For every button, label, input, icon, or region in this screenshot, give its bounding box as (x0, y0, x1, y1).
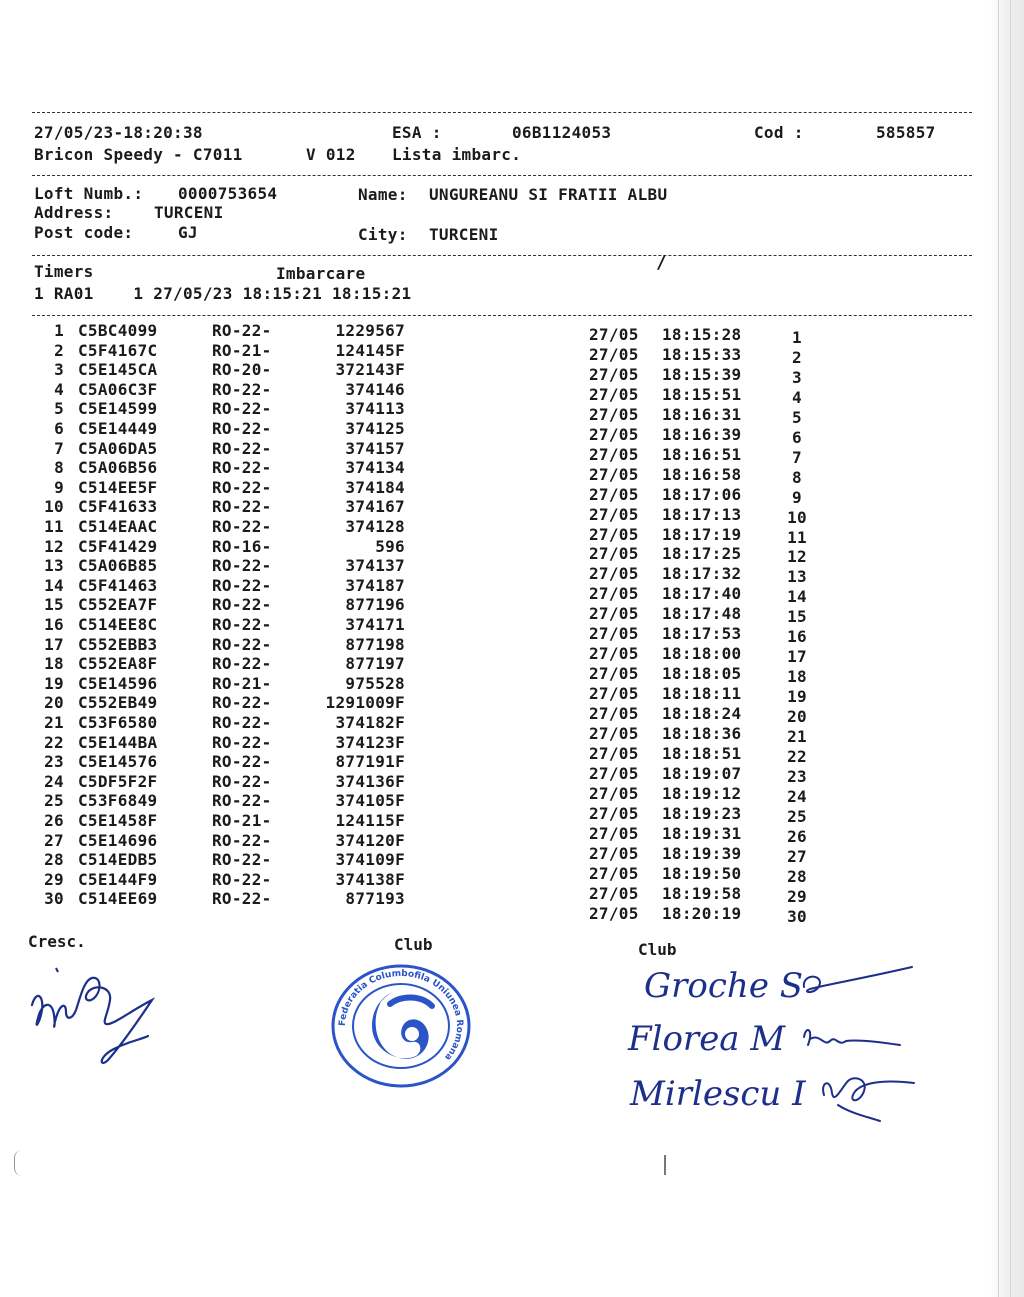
table-row (0, 340, 1024, 367)
arrival-time: 18:19:50 (662, 863, 742, 883)
row-index: 27 (44, 830, 64, 850)
arrival-position: 27 (787, 846, 807, 866)
arrival-time: 18:16:39 (662, 424, 742, 444)
arrival-position: 11 (787, 527, 807, 547)
arrival-position: 25 (787, 806, 807, 826)
loft-number-value: 0000753654 (178, 184, 278, 203)
arrival-date: 27/05 (589, 424, 639, 444)
ring-number: 596 (375, 536, 405, 556)
arrival-position: 3 (792, 367, 802, 387)
table-row (0, 360, 1024, 387)
arrival-position: 14 (787, 587, 807, 607)
table-row (0, 886, 1024, 926)
arrival-time: 18:15:51 (662, 384, 742, 404)
address-value: TURCENI (154, 203, 224, 222)
arrival-date: 27/05 (589, 664, 639, 684)
signer-1-name: Groche S (644, 966, 804, 1006)
ring-prefix: RO-22- (212, 497, 272, 517)
chip-id: C5E14576 (78, 752, 158, 772)
ring-prefix: RO-22- (212, 438, 272, 458)
chip-id: C5E14449 (78, 419, 158, 438)
chip-id: C552EA8F (78, 654, 158, 674)
chip-id: C5F4167C (78, 340, 158, 360)
arrival-position: 16 (787, 627, 807, 647)
chip-id: C5E145CA (78, 360, 158, 380)
arrival-position: 19 (787, 687, 807, 707)
ring-prefix: RO-22- (212, 615, 272, 634)
chip-id: C514EDB5 (78, 850, 158, 870)
ring-number: 374137 (345, 556, 405, 576)
ring-prefix: RO-21- (212, 811, 272, 830)
chip-id: C514EE8C (78, 615, 158, 634)
cresc-label: Cresc. (28, 932, 86, 951)
arrival-time: 18:15:28 (662, 325, 742, 344)
arrival-date: 27/05 (589, 524, 639, 544)
city-value: TURCENI (429, 225, 499, 244)
row-index: 22 (44, 732, 64, 752)
club-signatures (624, 955, 924, 1130)
arrival-date: 27/05 (589, 763, 639, 783)
arrival-date: 27/05 (589, 783, 639, 803)
ring-number: 374187 (345, 575, 405, 595)
ring-number: 374128 (345, 517, 405, 536)
device-version: V 012 (306, 145, 356, 164)
chip-id: C514EE69 (78, 889, 158, 909)
ring-prefix: RO-22- (212, 595, 272, 615)
ring-prefix: RO-22- (212, 458, 272, 478)
ring-prefix: RO-22- (212, 634, 272, 654)
chip-id: C552EBB3 (78, 634, 158, 654)
imbarcare-label: Imbarcare (276, 264, 366, 283)
arrival-time: 18:19:07 (662, 763, 742, 783)
arrival-date: 27/05 (589, 344, 639, 364)
ring-prefix: RO-22- (212, 575, 272, 595)
ring-prefix: RO-22- (212, 654, 272, 674)
chip-id: C5E144F9 (78, 869, 158, 889)
arrival-position: 1 (792, 328, 802, 347)
arrival-position: 26 (787, 826, 807, 846)
arrival-position: 9 (792, 487, 802, 507)
arrival-time: 18:18:51 (662, 743, 742, 763)
chip-id: C5A06B56 (78, 458, 158, 478)
row-index: 20 (44, 693, 64, 713)
arrival-time: 18:20:19 (662, 903, 742, 923)
signer-2-name: Florea M (628, 1019, 786, 1059)
postcode-value: GJ (178, 223, 198, 242)
chip-id: C552EB49 (78, 693, 158, 713)
arrival-position: 4 (792, 387, 802, 407)
row-index: 7 (54, 438, 64, 458)
arrival-date: 27/05 (589, 444, 639, 464)
cod-label: Cod : (754, 123, 804, 142)
ring-prefix: RO-22- (212, 477, 272, 497)
arrival-position: 7 (792, 447, 802, 467)
arrival-position: 13 (787, 567, 807, 587)
ring-prefix: RO-22- (212, 419, 272, 438)
ring-number: 877196 (345, 595, 405, 615)
ring-number: 877191F (335, 752, 405, 772)
chip-id: C5F41429 (78, 536, 158, 556)
ring-prefix: RO-22- (212, 713, 272, 732)
arrival-position: 2 (792, 347, 802, 367)
row-index: 26 (44, 811, 64, 830)
arrival-time: 18:19:58 (662, 883, 742, 903)
timers-label: Timers (34, 262, 94, 281)
ring-number: 374167 (345, 497, 405, 517)
loft-name-value: UNGUREANU SI FRATII ALBU (429, 185, 668, 204)
row-index: 10 (44, 497, 64, 517)
arrival-time: 18:18:11 (662, 684, 742, 704)
chip-id: C5F41633 (78, 497, 158, 517)
ring-number: 374138F (335, 869, 405, 889)
row-index: 12 (44, 536, 64, 556)
ring-prefix: RO-21- (212, 340, 272, 360)
arrival-position: 23 (787, 766, 807, 786)
arrival-time: 18:16:31 (662, 404, 742, 424)
row-index: 5 (54, 399, 64, 419)
chip-id: C5A06DA5 (78, 438, 158, 458)
row-index: 19 (44, 673, 64, 693)
row-index: 14 (44, 575, 64, 595)
row-index: 4 (54, 379, 64, 399)
arrival-position: 6 (792, 427, 802, 447)
arrival-position: 5 (792, 407, 802, 427)
chip-id: C5BC4099 (78, 321, 158, 340)
arrival-time: 18:17:19 (662, 524, 742, 544)
chip-id: C5E14696 (78, 830, 158, 850)
ring-prefix: RO-22- (212, 379, 272, 399)
row-index: 23 (44, 752, 64, 772)
chip-id: C53F6580 (78, 713, 158, 732)
row-index: 30 (44, 889, 64, 909)
chip-id: C5E14596 (78, 673, 158, 693)
arrival-time: 18:18:05 (662, 664, 742, 684)
list-title: Lista imbarc. (392, 145, 522, 164)
arrival-date: 27/05 (589, 364, 639, 384)
row-index: 25 (44, 791, 64, 811)
arrival-position: 29 (787, 886, 807, 906)
arrival-position: 17 (787, 647, 807, 667)
row-index: 28 (44, 850, 64, 870)
arrival-date: 27/05 (589, 803, 639, 823)
esa-label: ESA : (392, 123, 442, 142)
cod-value: 585857 (876, 123, 936, 142)
row-index: 15 (44, 595, 64, 615)
row-index: 16 (44, 615, 64, 634)
ring-number: 374123F (335, 732, 405, 752)
table-row (0, 438, 1024, 467)
ring-number: 374134 (345, 458, 405, 478)
arrival-date: 27/05 (589, 544, 639, 564)
arrival-date: 27/05 (589, 704, 639, 724)
ring-prefix: RO-22- (212, 869, 272, 889)
arrival-position: 18 (787, 667, 807, 687)
ring-prefix: RO-22- (212, 752, 272, 772)
arrival-date: 27/05 (589, 504, 639, 524)
svg-text:Federatia Columbofila Uniunea (338, 969, 464, 1062)
arrival-time: 18:19:23 (662, 803, 742, 823)
ring-prefix: RO-22- (212, 556, 272, 576)
chip-id: C514EE5F (78, 477, 158, 497)
loft-number-label: Loft Numb.: (34, 184, 144, 203)
chip-id: C5E14599 (78, 399, 158, 419)
ring-number: 877197 (345, 654, 405, 674)
pen-stroke (664, 1155, 666, 1175)
ring-prefix: RO-21- (212, 673, 272, 693)
ring-number: 374109F (335, 850, 405, 870)
arrival-position: 12 (787, 547, 807, 567)
row-index: 24 (44, 771, 64, 791)
arrival-date: 27/05 (589, 624, 639, 644)
ring-number: 975528 (345, 673, 405, 693)
table-row (0, 321, 1024, 347)
ring-number: 374146 (345, 379, 405, 399)
row-index: 29 (44, 869, 64, 889)
arrival-date: 27/05 (589, 644, 639, 664)
arrival-time: 18:19:31 (662, 823, 742, 843)
ring-prefix: RO-22- (212, 771, 272, 791)
ring-number: 877198 (345, 634, 405, 654)
arrival-time: 18:16:51 (662, 444, 742, 464)
ring-prefix: RO-22- (212, 321, 272, 340)
chip-id: C5F41463 (78, 575, 158, 595)
arrival-date: 27/05 (589, 564, 639, 584)
ring-prefix: RO-22- (212, 693, 272, 713)
divider-timers (32, 315, 972, 316)
arrival-date: 27/05 (589, 464, 639, 484)
arrival-date: 27/05 (589, 404, 639, 424)
arrival-position: 21 (787, 727, 807, 746)
esa-value: 06B1124053 (512, 123, 612, 142)
ring-prefix: RO-22- (212, 830, 272, 850)
arrival-time: 18:18:24 (662, 704, 742, 724)
ring-number: 124115F (335, 811, 405, 830)
ring-number: 374184 (345, 477, 405, 497)
divider-header (32, 175, 972, 176)
city-label: City: (358, 225, 408, 244)
arrival-time: 18:17:06 (662, 484, 742, 504)
loft-name-label: Name: (358, 185, 408, 204)
table-row (0, 419, 1024, 447)
arrival-position: 22 (787, 746, 807, 766)
ring-prefix: RO-22- (212, 399, 272, 419)
arrival-date: 27/05 (589, 863, 639, 883)
arrival-position: 10 (787, 507, 807, 527)
arrival-time: 18:18:36 (662, 724, 742, 743)
arrival-date: 27/05 (589, 325, 639, 344)
arrival-time: 18:17:25 (662, 544, 742, 564)
club-stamp (328, 960, 474, 1090)
chip-id: C5A06C3F (78, 379, 158, 399)
arrival-time: 18:15:39 (662, 364, 742, 384)
breeder-signature (22, 960, 182, 1080)
chip-id: C5E144BA (78, 732, 158, 752)
row-index: 21 (44, 713, 64, 732)
arrival-position: 24 (787, 786, 807, 806)
arrival-position: 28 (787, 866, 807, 886)
ring-prefix: RO-22- (212, 791, 272, 811)
signer-3-name: Mirlescu I (630, 1074, 806, 1114)
row-index: 17 (44, 634, 64, 654)
chip-id: C5E1458F (78, 811, 158, 830)
pen-mark-left (14, 1150, 23, 1176)
row-index: 3 (54, 360, 64, 380)
ring-number: 374120F (335, 830, 405, 850)
pen-mark: / (656, 252, 668, 273)
divider-top (32, 112, 972, 113)
ring-prefix: RO-22- (212, 732, 272, 752)
arrival-date: 27/05 (589, 743, 639, 763)
ring-prefix: RO-22- (212, 850, 272, 870)
divider-loft (32, 255, 972, 256)
arrival-time: 18:17:13 (662, 504, 742, 524)
row-index: 13 (44, 556, 64, 576)
chip-id: C5A06B85 (78, 556, 158, 576)
arrival-date: 27/05 (589, 604, 639, 624)
row-index: 6 (54, 419, 64, 438)
row-index: 8 (54, 458, 64, 478)
arrival-time: 18:17:32 (662, 564, 742, 584)
ring-number: 374105F (335, 791, 405, 811)
ring-number: 374157 (345, 438, 405, 458)
arrival-time: 18:19:39 (662, 843, 742, 863)
device-name: Bricon Speedy - C7011 (34, 145, 243, 164)
ring-prefix: RO-22- (212, 517, 272, 536)
chip-id: C53F6849 (78, 791, 158, 811)
row-index: 11 (44, 517, 64, 536)
arrival-date: 27/05 (589, 484, 639, 504)
chip-id: C552EA7F (78, 595, 158, 615)
arrival-date: 27/05 (589, 903, 639, 923)
row-index: 2 (54, 340, 64, 360)
ring-prefix: RO-20- (212, 360, 272, 380)
arrival-date: 27/05 (589, 584, 639, 604)
arrival-time: 18:15:33 (662, 344, 742, 364)
stamp-text: Federatia Columbofila Uniunea Romana (337, 968, 465, 1062)
postcode-label: Post code: (34, 223, 134, 242)
row-index: 1 (54, 321, 64, 340)
timer-line: 1 RA01 1 27/05/23 18:15:21 18:15:21 (34, 284, 412, 303)
arrival-position: 30 (787, 906, 807, 926)
address-label: Address: (34, 203, 114, 222)
arrival-position: 8 (792, 467, 802, 487)
ring-number: 374125 (345, 419, 405, 438)
ring-prefix: RO-16- (212, 536, 272, 556)
arrival-date: 27/05 (589, 883, 639, 903)
ring-number: 374113 (345, 399, 405, 419)
arrival-date: 27/05 (589, 823, 639, 843)
arrival-date: 27/05 (589, 384, 639, 404)
print-datetime: 27/05/23-18:20:38 (34, 123, 203, 142)
arrival-time: 18:17:53 (662, 624, 742, 644)
ring-number: 124145F (335, 340, 405, 360)
row-index: 9 (54, 477, 64, 497)
arrival-time: 18:17:48 (662, 604, 742, 624)
ring-prefix: RO-22- (212, 889, 272, 909)
table-row (0, 379, 1024, 407)
arrival-time: 18:17:40 (662, 584, 742, 604)
ring-number: 1229567 (335, 321, 405, 340)
arrival-date: 27/05 (589, 724, 639, 743)
ring-number: 1291009F (325, 693, 405, 713)
chip-id: C5DF5F2F (78, 771, 158, 791)
ring-number: 877193 (345, 889, 405, 909)
arrival-position: 15 (787, 607, 807, 627)
club-label-stamp: Club (394, 935, 433, 954)
ring-number: 372143F (335, 360, 405, 380)
chip-id: C514EAAC (78, 517, 158, 536)
arrival-time: 18:16:58 (662, 464, 742, 484)
ring-number: 374171 (345, 615, 405, 634)
club-label-signers: Club (638, 940, 677, 959)
arrival-date: 27/05 (589, 843, 639, 863)
arrival-position: 20 (787, 707, 807, 727)
arrival-time: 18:18:00 (662, 644, 742, 664)
ring-number: 374182F (335, 713, 405, 732)
ring-number: 374136F (335, 771, 405, 791)
arrival-time: 18:19:12 (662, 783, 742, 803)
row-index: 18 (44, 654, 64, 674)
arrival-date: 27/05 (589, 684, 639, 704)
table-row (0, 399, 1024, 427)
